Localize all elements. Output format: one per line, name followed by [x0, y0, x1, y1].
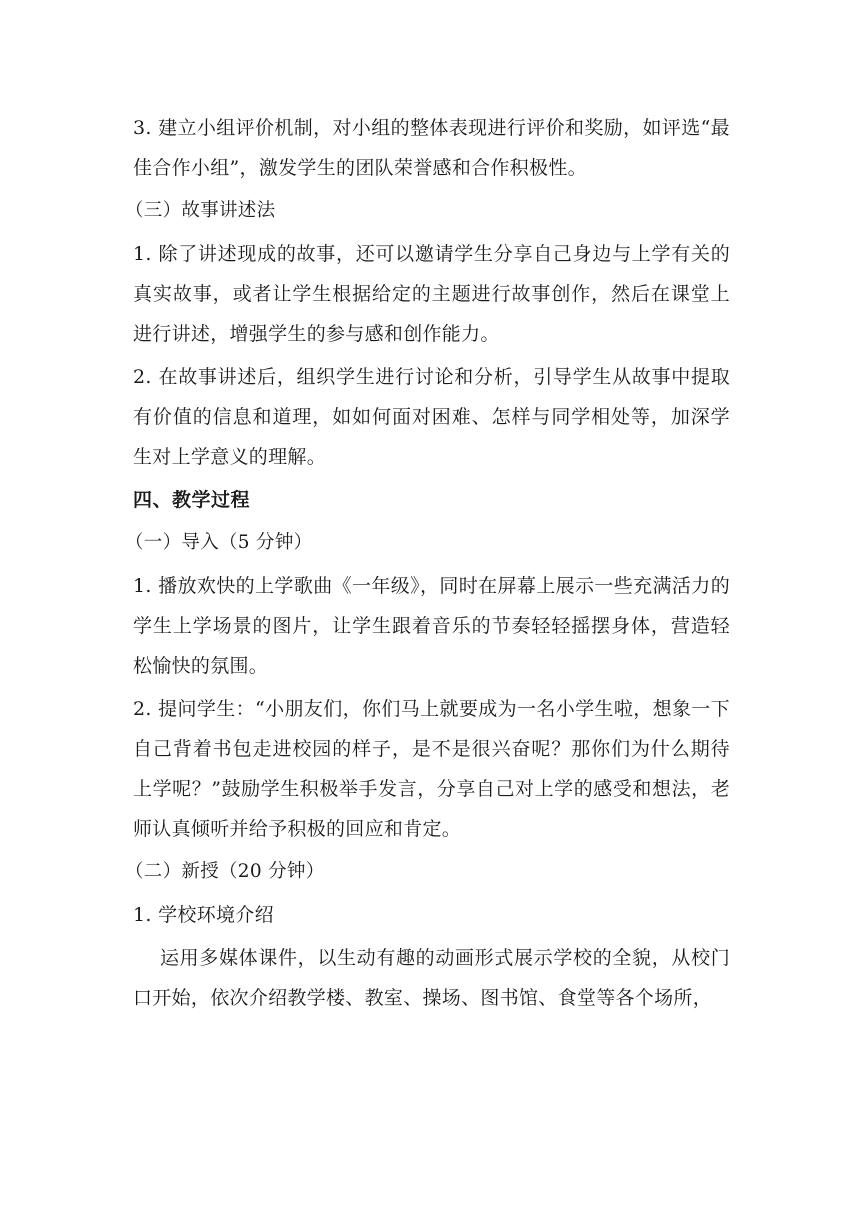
- paragraph-share-stories: 1. 除了讲述现成的故事，还可以邀请学生分享自己身边与上学有关的真实故事，或者让学生根据给定的主题进行故事创作，然后在课堂上进行讲述，增强学生的参与感和创作能力。: [133, 243, 730, 345]
- paragraph-ask-students: 2. 提问学生：“小朋友们，你们马上就要成为一名小学生啦，想象一下自己背着书包走进校园的样子，是不是很兴奋呢？那你们为什么期待上学呢？”鼓励学生积极举手发言，分享自己对上学的感受和想法，老师认真倾听并给予积极的回应和肯定。: [133, 698, 730, 840]
- subheading-introduction: （一）导入（5 分钟）: [125, 532, 313, 553]
- paragraph-evaluation-mechanism: 3. 建立小组评价机制，对小组的整体表现进行评价和奖励，如评选“最佳合作小组”，激发学生的团队荣誉感和合作积极性。: [133, 117, 730, 179]
- paragraph-discuss-stories: 2. 在故事讲述后，组织学生进行讨论和分析，引导学生从故事中提取有价值的信息和道理，如如何面对困难、怎样与同学相处等，加深学生对上学意义的理解。: [133, 366, 730, 468]
- subheading-storytelling-method: （三）故事讲述法: [125, 200, 276, 221]
- paragraph-play-song: 1. 播放欢快的上学歌曲《一年级》，同时在屏幕上展示一些充满活力的学生上学场景的图片，让学生跟着音乐的节奏轻轻摇摆身体，营造轻松愉快的氛围。: [133, 575, 730, 677]
- subheading-new-lesson: （二）新授（20 分钟）: [125, 861, 325, 882]
- heading-teaching-process: 四、教学过程: [133, 489, 251, 511]
- document-page: [125, 108, 730, 1018]
- paragraph-multimedia-courseware: 运用多媒体课件，以生动有趣的动画形式展示学校的全貌，从校门口开始，依次介绍教学楼、教室、操场、图书馆、食堂等各个场所，: [133, 947, 730, 1009]
- paragraph-school-environment-title: 1. 学校环境介绍: [133, 904, 274, 926]
